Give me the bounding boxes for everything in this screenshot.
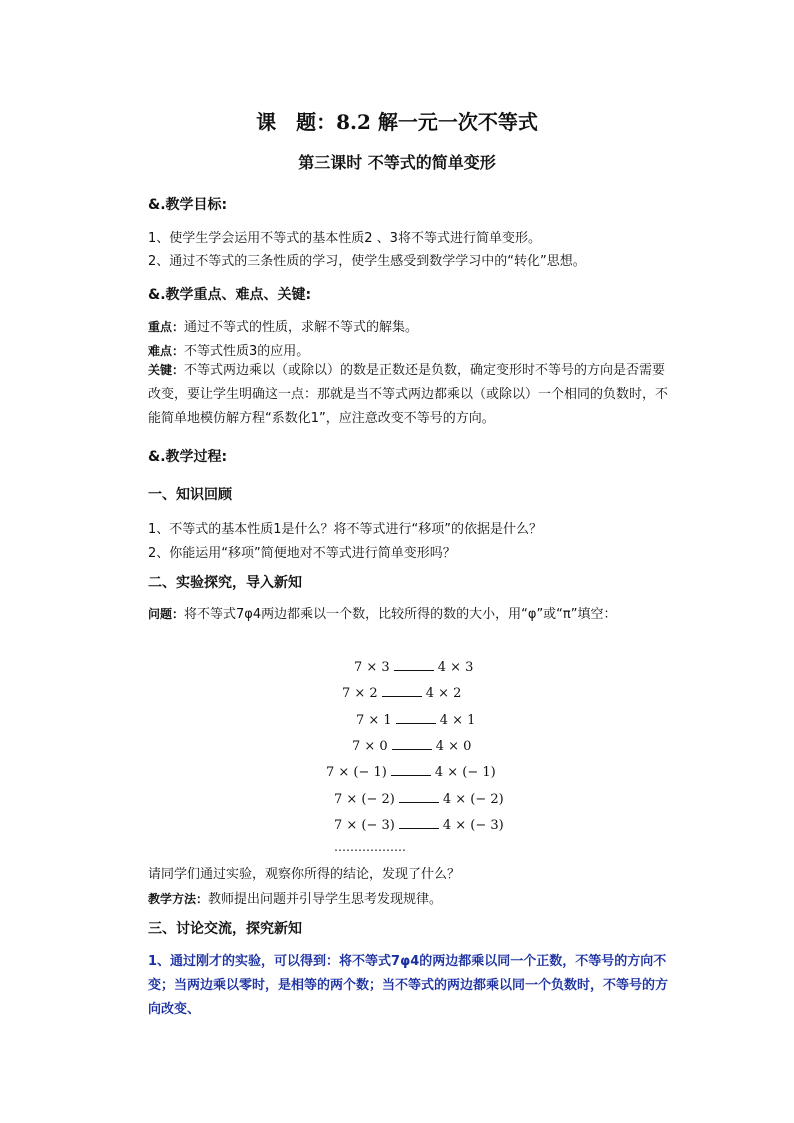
- answer-blank[interactable]: [399, 827, 439, 829]
- key-label: 关键：: [148, 363, 185, 377]
- focus-text: 通过不等式的性质，求解不等式的解集。: [184, 320, 419, 335]
- answer-blank[interactable]: [394, 669, 434, 671]
- discuss-paragraph: 1、通过刚才的实验，可以得到：将不等式7φ4的两边都乘以同一个正数，不等号的方向不变；当两边乘以零时，是相等的两个数；当不等式的两边都乘以同一个负数时，不等号的方向改变、: [148, 954, 669, 1017]
- equation-row: 7 × 3 4 × 3: [354, 660, 474, 675]
- ellipsis-dots: ………………: [334, 840, 406, 854]
- page-subtitle: 第三课时 不等式的简单变形: [298, 153, 496, 172]
- difficulty-line: [148, 340, 309, 359]
- answer-blank[interactable]: [392, 748, 432, 750]
- answer-blank[interactable]: [396, 722, 436, 724]
- equation-row: 7 × (− 2) 4 × (− 2): [334, 792, 504, 807]
- page-title: 课 题：8.2 解一元一次不等式: [256, 110, 538, 134]
- goal-item: 2、通过不等式的三条性质的学习，使学生感受到数学学习中的“转化”思想。: [148, 254, 586, 269]
- goals-heading: &.教学目标:: [148, 197, 228, 213]
- explore-heading: 二、实验探究，导入新知: [148, 575, 302, 591]
- focus-line: [148, 316, 418, 335]
- review-item: 1、不等式的基本性质1是什么？将不等式进行“移项”的依据是什么？: [148, 522, 543, 537]
- goal-item: 1、使学生学会运用不等式的基本性质2 、3将不等式进行简单变形。: [148, 231, 541, 246]
- review-item: 2、你能运用“移项”简便地对不等式进行简单变形吗？: [148, 546, 456, 561]
- process-heading: &.教学过程:: [148, 449, 228, 465]
- answer-blank[interactable]: [399, 801, 439, 803]
- answer-blank[interactable]: [391, 774, 431, 776]
- equation-row: 7 × 1 4 × 1: [356, 713, 476, 728]
- keypoints-heading: &.教学重点、难点、关键:: [148, 287, 312, 303]
- equation-row: 7 × 0 4 × 0: [352, 739, 472, 754]
- equation-row: 7 × 2 4 × 2: [342, 686, 462, 701]
- problem-text: 将不等式7φ4两边都乘以一个数，比较所得的数的大小，用“φ”或“π”填空：: [184, 607, 617, 622]
- equation-row: 7 × (− 1) 4 × (− 1): [326, 765, 496, 780]
- method-line: [148, 888, 442, 907]
- method-text: 教师提出问题并引导学生思考发现规律。: [208, 892, 443, 907]
- key-text: 不等式两边乘以（或除以）的数是正数还是负数，确定变形时不等号的方向是否需要改变，要让学生明确这一点：那就是当不等式两边都乘以（或除以）一个相同的负数时，不能简单地模仿解方程“系数化1”，应注意改变不等号的方向。: [148, 363, 669, 426]
- question-line: 请同学们通过实验，观察你所得的结论，发现了什么？: [148, 867, 461, 882]
- focus-label: 重点：: [148, 320, 185, 334]
- method-label: 教学方法：: [148, 892, 209, 906]
- equation-row: 7 × (− 3) 4 × (− 3): [334, 818, 504, 833]
- answer-blank[interactable]: [382, 695, 422, 697]
- problem-label: 问题：: [148, 607, 185, 621]
- discuss-heading: 三、讨论交流，探究新知: [148, 921, 302, 937]
- difficulty-text: 不等式性质3的应用。: [184, 344, 310, 359]
- key-paragraph: [148, 358, 678, 431]
- difficulty-label: 难点：: [148, 344, 185, 358]
- review-heading: 一、知识回顾: [148, 487, 232, 503]
- problem-paragraph: [148, 602, 678, 627]
